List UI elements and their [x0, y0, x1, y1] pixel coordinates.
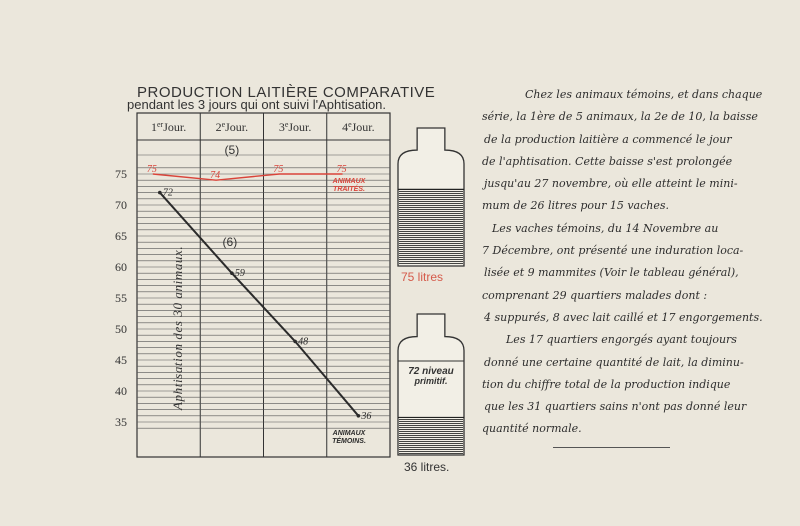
prose-line: 4 suppurés, 8 avec lait caillé et 17 engorgements. [484, 310, 763, 324]
prose-line: de l'aphtisation. Cette baisse s'est prolongée [482, 154, 733, 168]
control-point [293, 340, 297, 344]
prose-line: lisée et 9 mammites (Voir le tableau général), [484, 266, 739, 280]
prose-line: de la production laitière a commencé le jour [484, 132, 732, 146]
prose-line: Les 17 quartiers engorgés ayant toujours [506, 333, 737, 347]
y-tick-label: 70 [115, 198, 127, 212]
y-tick-label: 55 [115, 291, 127, 305]
treated-legend-line2: TRAITÉS. [333, 186, 365, 193]
prose-line: quantité normale. [482, 422, 582, 436]
prose-line: mum de 26 litres pour 15 vaches. [482, 199, 670, 213]
y-tick-label: 60 [115, 260, 127, 274]
end-rule [553, 447, 670, 448]
control-point-label: 59 [234, 268, 245, 280]
treated-point-label: 75 [273, 164, 284, 175]
category-label: 4eJour. [342, 120, 375, 134]
control-point-label: 72 [162, 187, 173, 199]
category-label: 2eJour. [215, 120, 249, 134]
chart-title: PRODUCTION LAITIÈRE COMPARATIVE [137, 84, 436, 101]
bottle-bottom-caption: 36 litres. [404, 460, 450, 474]
control-legend-line1: ANIMAUX [332, 430, 366, 437]
control-point-label: 48 [298, 336, 309, 348]
primitive-level-label-2: primitif. [414, 376, 448, 386]
annotation-six: (6) [222, 235, 238, 249]
treated-point-label: 75 [146, 164, 157, 175]
prose-text [470, 84, 770, 441]
control-point [357, 414, 361, 418]
prose-line: tion du chiffre total de la production indique [482, 377, 731, 391]
prose-line: Chez les animaux témoins, et dans chaque [525, 88, 763, 101]
bottle-top-caption: 75 litres [401, 270, 444, 284]
chart-subtitle: pendant les 3 jours qui ont suivi l'Aphtisation. [127, 97, 387, 112]
bottles [398, 128, 464, 455]
treated-legend-line1: ANIMAUX [332, 178, 366, 185]
control-point [230, 271, 234, 275]
category-label: 1erJour. [151, 120, 187, 134]
prose-line: Les vaches témoins, du 14 Novembre au [492, 221, 719, 235]
y-tick-label: 75 [115, 167, 127, 181]
control-point-label: 36 [361, 410, 372, 422]
prose-line: série, la 1ère de 5 animaux, la 2e de 10, la baisse [482, 110, 758, 124]
annotation-five: (5) [224, 143, 240, 157]
y-tick-label: 50 [115, 322, 127, 336]
prose-line: jusqu'au 27 novembre, où elle atteint le mini- [484, 177, 738, 191]
prose-line: 7 Décembre, ont présenté une induration loca- [482, 244, 744, 258]
control-legend-line2: TÉMOINS. [332, 438, 366, 445]
y-tick-label: 65 [115, 229, 127, 243]
treated-series-line [153, 174, 343, 180]
vertical-annotation: Aphtisation des 30 animaux. [170, 245, 185, 410]
category-label: 3eJour. [278, 120, 312, 134]
bottle-top [398, 128, 464, 266]
prose-line: donné une certaine quantité de lait, la diminu- [484, 355, 744, 369]
prose-line: que les 31 quartiers sains n'ont pas donné leur [484, 400, 747, 414]
control-point [158, 191, 162, 195]
primitive-level-label-1: 72 niveau [408, 366, 454, 377]
y-tick-label: 45 [115, 353, 127, 367]
prose-line: comprenant 29 quartiers malades dont : [482, 288, 708, 302]
y-tick-label: 35 [115, 415, 127, 429]
treated-point-label: 74 [210, 170, 221, 182]
y-tick-label: 40 [115, 384, 127, 398]
treated-point-label: 75 [336, 164, 347, 175]
